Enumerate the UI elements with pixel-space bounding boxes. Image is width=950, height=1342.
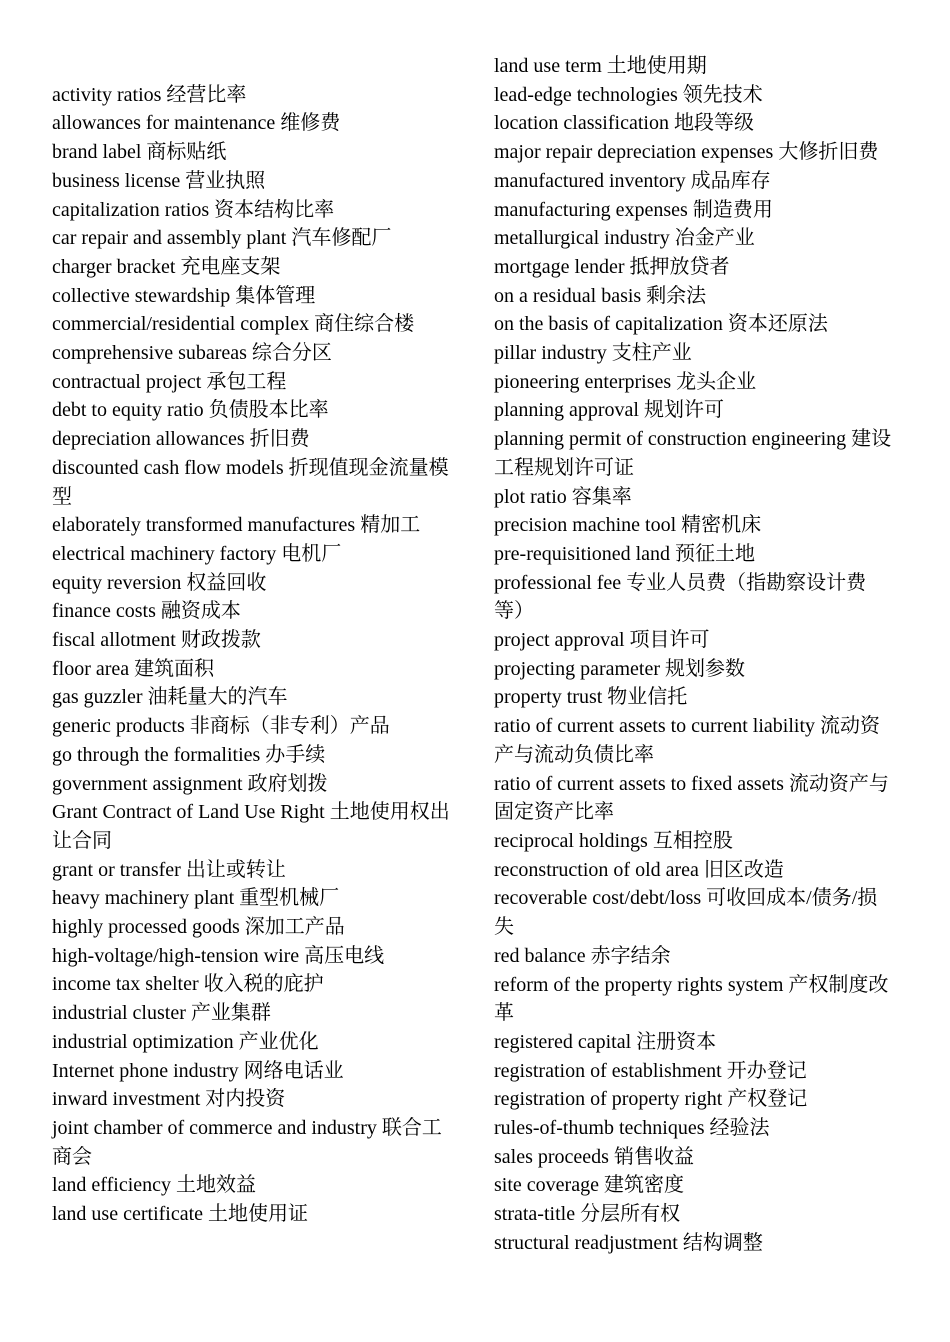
glossary-entry: finance costs 融资成本 — [52, 600, 241, 623]
glossary-entry: high-voltage/high-tension wire 高压电线 — [52, 944, 385, 967]
glossary-entry: floor area 建筑面积 — [52, 657, 215, 680]
glossary-entry: reform of the property rights system 产权制度改革 — [494, 973, 889, 1025]
glossary-entry: mortgage lender 抵押放贷者 — [494, 255, 730, 278]
glossary-entry: electrical machinery factory 电机厂 — [52, 542, 342, 565]
glossary-entry: Internet phone industry 网络电话业 — [52, 1059, 344, 1082]
glossary-entry: ratio of current assets to current liability 流动资产与流动负债比率 — [494, 715, 881, 766]
glossary-entry: industrial cluster 产业集群 — [52, 1002, 271, 1025]
glossary-entry: gas guzzler 油耗量大的汽车 — [52, 686, 288, 709]
glossary-entry: charger bracket 充电座支架 — [52, 255, 281, 278]
glossary-entry: precision machine tool 精密机床 — [494, 514, 762, 537]
glossary-entry: depreciation allowances 折旧费 — [52, 428, 310, 451]
glossary-left-column — [52, 52, 457, 1229]
glossary-entry: strata-title 分层所有权 — [494, 1203, 681, 1226]
glossary-right-column — [494, 52, 894, 1258]
glossary-entry: major repair depreciation expenses 大修折旧费 — [494, 141, 879, 164]
glossary-entry: business license 营业执照 — [52, 169, 266, 192]
glossary-entry: government assignment 政府划拨 — [52, 772, 328, 795]
glossary-entry: comprehensive subareas 综合分区 — [52, 342, 332, 365]
glossary-entry: land use certificate 土地使用证 — [52, 1203, 309, 1226]
glossary-entry: collective stewardship 集体管理 — [52, 284, 316, 307]
glossary-entry: commercial/residential complex 商住综合楼 — [52, 313, 415, 336]
glossary-entry: red balance 赤字结余 — [494, 944, 671, 967]
glossary-entry: fiscal allotment 财政拨款 — [52, 629, 261, 652]
glossary-entry: registration of property right 产权登记 — [494, 1088, 808, 1111]
glossary-entry: highly processed goods 深加工产品 — [52, 916, 345, 939]
glossary-entry: elaborately transformed manufactures 精加工 — [52, 514, 421, 537]
glossary-entry: Grant Contract of Land Use Right 土地使用权出让合同 — [52, 801, 450, 852]
glossary-entry: professional fee 专业人员费（指勘察设计费等） — [494, 571, 867, 623]
glossary-entry: project approval 项目许可 — [494, 629, 710, 652]
glossary-entry: rules-of-thumb techniques 经验法 — [494, 1117, 770, 1140]
glossary-entry: metallurgical industry 冶金产业 — [494, 227, 755, 250]
glossary-entry: location classification 地段等级 — [494, 112, 754, 135]
glossary-entry: structural readjustment 结构调整 — [494, 1231, 763, 1254]
glossary-entry: industrial optimization 产业优化 — [52, 1030, 319, 1053]
glossary-entry: heavy machinery plant 重型机械厂 — [52, 887, 340, 910]
glossary-entry: activity ratios 经营比率 — [52, 83, 247, 106]
glossary-entry: property trust 物业信托 — [494, 686, 688, 709]
glossary-entry: pillar industry 支柱产业 — [494, 342, 692, 365]
glossary-entry: site coverage 建筑密度 — [494, 1174, 684, 1197]
glossary-entry: projecting parameter 规划参数 — [494, 657, 746, 680]
glossary-entry: registration of establishment 开办登记 — [494, 1059, 807, 1082]
glossary-entry: car repair and assembly plant 汽车修配厂 — [52, 227, 392, 250]
glossary-entry: equity reversion 权益回收 — [52, 571, 267, 594]
glossary-entry: discounted cash flow models 折现值现金流量模型 — [52, 456, 449, 508]
glossary-entry: contractual project 承包工程 — [52, 370, 287, 393]
glossary-entry: debt to equity ratio 负债股本比率 — [52, 399, 329, 422]
glossary-entry: land use term 土地使用期 — [494, 55, 707, 77]
glossary-entry: income tax shelter 收入税的庇护 — [52, 973, 324, 996]
glossary-entry: generic products 非商标（非专利）产品 — [52, 715, 390, 738]
glossary-entry: planning permit of construction engineering 建设工程规划许可证 — [494, 428, 892, 479]
glossary-entry: capitalization ratios 资本结构比率 — [52, 198, 335, 221]
glossary-entry: grant or transfer 出让或转让 — [52, 858, 286, 881]
glossary-entry: plot ratio 容集率 — [494, 485, 632, 508]
glossary-entry: allowances for maintenance 维修费 — [52, 112, 341, 135]
glossary-entry: ratio of current assets to fixed assets 流动资产与固定资产比率 — [494, 772, 889, 824]
glossary-entry: go through the formalities 办手续 — [52, 743, 326, 766]
glossary-entry: inward investment 对内投资 — [52, 1088, 286, 1111]
glossary-entry: registered capital 注册资本 — [494, 1030, 717, 1053]
glossary-entry: on a residual basis 剩余法 — [494, 284, 707, 307]
glossary-entry: reciprocal holdings 互相控股 — [494, 829, 733, 852]
glossary-entry: recoverable cost/debt/loss 可收回成本/债务/损失 — [494, 887, 878, 939]
glossary-entry: pre-requisitioned land 预征土地 — [494, 542, 756, 565]
glossary-entry: reconstruction of old area 旧区改造 — [494, 858, 784, 881]
glossary-entry: brand label 商标贴纸 — [52, 141, 227, 164]
glossary-entry: sales proceeds 销售收益 — [494, 1145, 694, 1168]
glossary-entry: manufacturing expenses 制造费用 — [494, 198, 773, 221]
glossary-entry: lead-edge technologies 领先技术 — [494, 83, 763, 106]
glossary-entry: on the basis of capitalization 资本还原法 — [494, 313, 828, 336]
glossary-entry: manufactured inventory 成品库存 — [494, 169, 771, 192]
glossary-entry: land efficiency 土地效益 — [52, 1174, 257, 1197]
glossary-entry: planning approval 规划许可 — [494, 399, 724, 422]
glossary-entry: joint chamber of commerce and industry 联合工商会 — [52, 1117, 442, 1168]
glossary-entry: pioneering enterprises 龙头企业 — [494, 370, 757, 393]
